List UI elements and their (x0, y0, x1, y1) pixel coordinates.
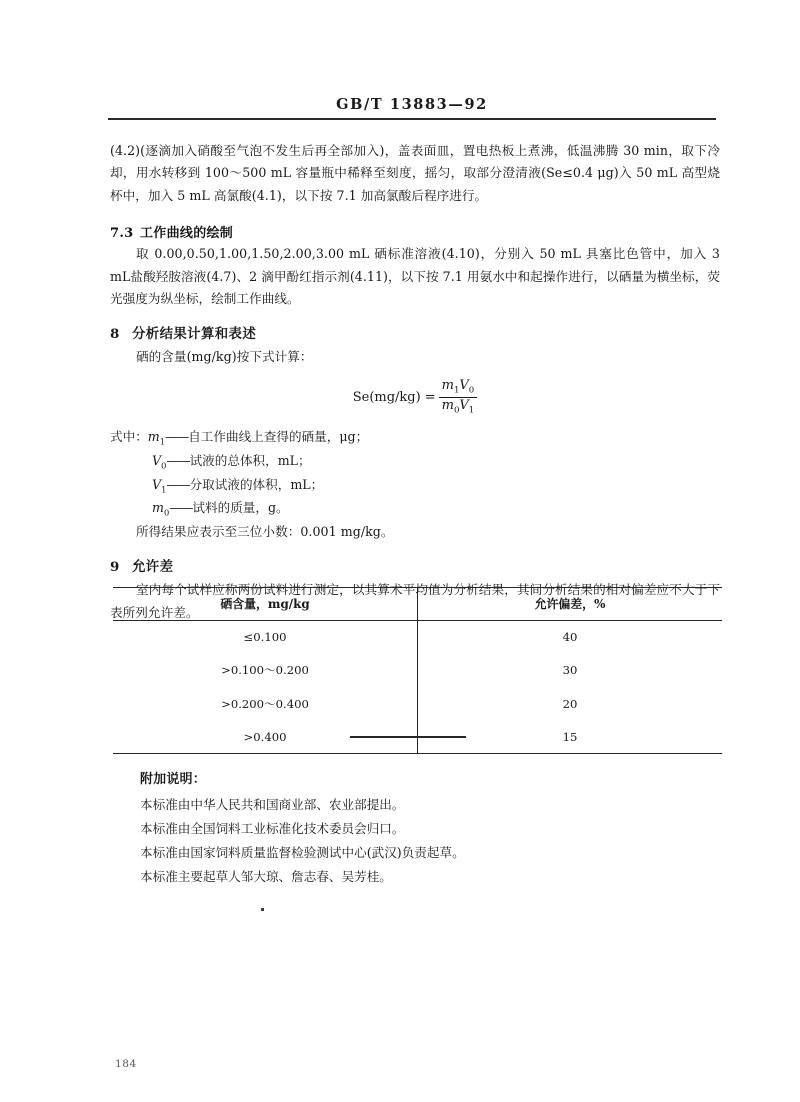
appendix-line: 本标准由全国饲料工业标准化技术委员会归口。 (140, 820, 405, 836)
appendix-block (140, 768, 660, 889)
spacer (110, 207, 720, 213)
column-header-allowable-deviation: 允许偏差，% (418, 588, 723, 621)
formula-block (110, 379, 720, 417)
definition-text: 自工作曲线上查得的硒量，μg； (188, 429, 369, 445)
formula-fraction (439, 379, 478, 417)
clause-9-text: 室内每个试样应称两份试料进行测定，以其算术平均值为分析结果，其间分析结果的相对偏差应不大于下表所列允许差。 (110, 582, 720, 620)
definition-text: 试料的质量，g。 (192, 500, 289, 516)
cell-selenium-range: >0.200～0.400 (113, 687, 418, 721)
formula-equals-sign: = (424, 390, 436, 406)
definition-dash: —— (169, 500, 193, 516)
denominator-var-2: V (459, 398, 469, 414)
numerator-sub-1: 1 (453, 385, 460, 396)
numerator-sub-2: 0 (468, 385, 475, 396)
clause-8-result-note: 所得结果应表示至三位小数：0.001 mg/kg。 (136, 523, 394, 539)
selenium-content-formula (353, 379, 478, 417)
page-header (108, 96, 716, 120)
definition-dash: —— (166, 476, 190, 492)
clause-title-9: 允许差 (132, 559, 174, 576)
table-header (113, 588, 722, 621)
continued-paragraph: (4.2)(逐滴加入硝酸至气泡不发生后再全部加入)，盖表面皿，置电热板上煮沸，低温沸腾 30 min，取下冷却，用水转移到 100～500 mL 容量瓶中稀释至刻度，摇匀，取部分澄清液(Se≤0.4 μg)入 50 mL 高型烧杯中，加入 5 mL 高氯酸(4.1)，以下按 7.1 加高氯酸后程序进行。 (110, 143, 720, 203)
clause-number-8: 8 (110, 326, 120, 343)
clause-heading-7-3 (110, 222, 720, 241)
symbol-m1: m (147, 429, 160, 445)
definition-row (110, 450, 720, 474)
cell-deviation-value: 30 (562, 663, 578, 677)
cell-selenium-range: >0.100～0.200 (113, 653, 418, 687)
formula-denominator (439, 398, 478, 416)
appendix-line: 本标准主要起草人邹大琼、詹志春、吴芳桂。 (140, 869, 392, 885)
symbol-m1-subscript: 1 (159, 436, 166, 447)
clause-number-9: 9 (110, 559, 120, 576)
definition-text: 试液的总体积，mL； (189, 453, 311, 469)
denominator-sub-1: 0 (453, 405, 460, 416)
header-divider-rule (108, 118, 716, 120)
clause-8-intro: 硒的含量(mg/kg)按下式计算： (136, 349, 313, 365)
formula-left-side: Se(mg/kg) (352, 390, 421, 406)
table-header-row (113, 588, 722, 621)
cell-selenium-range: >0.400 (113, 721, 418, 754)
table-body (113, 621, 722, 754)
definition-row (110, 474, 720, 498)
numerator-var-1: m (441, 377, 454, 393)
appendix-line: 本标准由国家饲料质量监督检验测试中心(武汉)负责起草。 (140, 845, 465, 861)
appendix-line: 本标准由中华人民共和国商业部、农业部提出。 (140, 796, 405, 812)
definition-text: 分取试液的体积，mL； (189, 476, 324, 492)
symbol-definition-list (110, 426, 720, 521)
denominator-sub-2: 1 (468, 405, 475, 416)
column-header-selenium-content: 硒含量，mg/kg (113, 588, 418, 621)
scan-artifact-dot (261, 908, 264, 911)
clause-number-7-3: 7.3 (110, 226, 134, 242)
document-body (110, 140, 720, 624)
definition-row (110, 426, 720, 450)
symbol-v1: V (152, 476, 162, 492)
symbol-v1-subscript: 1 (161, 484, 167, 495)
symbol-m0: m (152, 500, 164, 516)
numerator-var-2: V (459, 377, 469, 393)
clause-7-3-text: 取 0.00,0.50,1.00,1.50,2.00,3.00 mL 硒标准溶液(4.10)，分别入 50 mL 具塞比色管中，加入 3 mL盐酸羟胺溶液(4.7)、2 滴甲酚红指示剂(4.11)，以下按 7.1 用氨水中和起操作进行，以硒量为横坐标，荧光强度为纵坐标，绘制工作曲线。 (110, 246, 720, 307)
table-row (113, 653, 722, 687)
formula-numerator (439, 379, 478, 397)
definition-dash: —— (165, 429, 189, 445)
clause-heading-8 (110, 323, 720, 342)
clause-title-8: 分析结果计算和表述 (132, 326, 257, 343)
section-separator-rule (350, 736, 466, 738)
cell-deviation-value: 15 (418, 721, 723, 754)
cell-selenium-range: ≤0.100 (113, 621, 418, 654)
where-label: 式中： (110, 429, 148, 445)
clause-title-7-3: 工作曲线的绘制 (140, 226, 234, 242)
table-row (113, 687, 722, 721)
standard-code: GB/T 13883—92 (336, 96, 488, 113)
symbol-v0: V (152, 453, 162, 469)
definition-dash: —— (166, 453, 190, 469)
symbol-v0-subscript: 0 (161, 460, 167, 471)
symbol-m0-subscript: 0 (163, 507, 170, 518)
cell-deviation-value: 20 (562, 697, 578, 711)
definition-row (110, 497, 720, 521)
page-number: 184 (115, 1058, 137, 1070)
clause-heading-9 (110, 556, 720, 575)
allowable-deviation-table (113, 587, 722, 754)
appendix-title: 附加说明： (140, 772, 206, 787)
table-row (113, 621, 722, 654)
cell-deviation-value: 40 (562, 630, 578, 644)
denominator-var-1: m (441, 398, 454, 414)
